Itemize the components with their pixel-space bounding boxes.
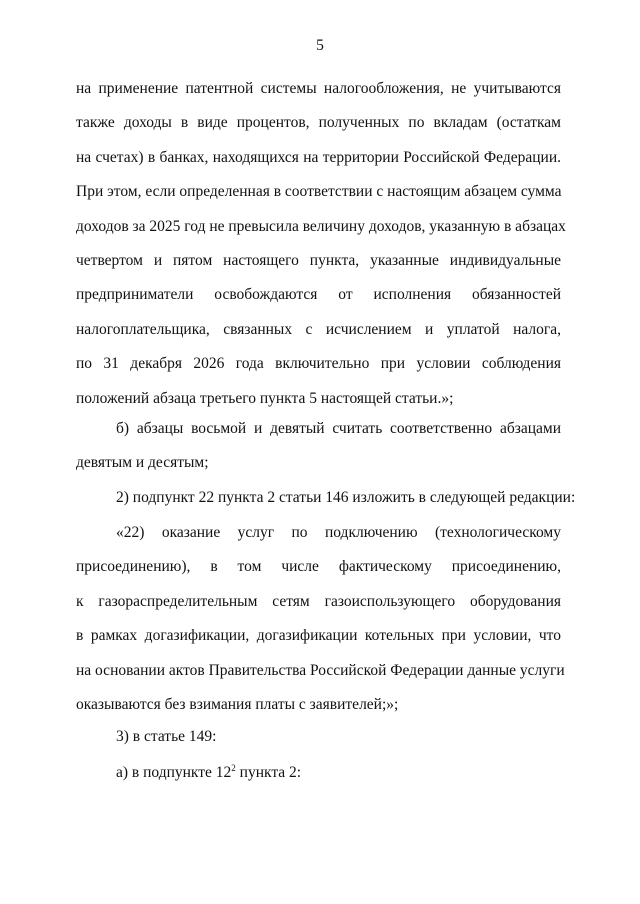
text-line: четвертом и пятом настоящего пункта, указанные индивидуальные	[76, 252, 561, 270]
text-line: на основании актов Правительства Российской Федерации данные услуги	[76, 661, 565, 679]
text-fragment: а) в подпункте 12	[116, 764, 232, 781]
paragraph-item-2	[76, 481, 576, 515]
text-line: оказываются без взимания платы с заявителей;»;	[76, 696, 399, 714]
text-line: 2) подпункт 22 пункта 2 статьи 146 изложить в следующей редакции:	[116, 489, 576, 506]
text-line: При этом, если определенная в соответствии с настоящим абзацем сумма	[76, 183, 562, 201]
paragraph-item-3	[76, 720, 561, 754]
text-line: доходов за 2025 год не превысила величину доходов, указанную в абзацах	[76, 217, 566, 235]
superscript: 2	[231, 762, 236, 773]
text-line: предприниматели освобождаются от исполнения обязанностей	[76, 286, 561, 304]
text-fragment: пункта 2:	[235, 764, 302, 781]
paragraph-item-b	[76, 412, 561, 481]
text-line: по 31 декабря 2026 года включительно при условии соблюдения	[76, 355, 561, 373]
text-line: на применение патентной системы налогообложения, не учитываются	[76, 80, 561, 97]
page-number: 5	[316, 37, 324, 54]
text-line: также доходы в виде процентов, полученных по вкладам (остаткам	[76, 114, 561, 132]
paragraph-item-a	[76, 756, 561, 790]
text-line: на счетах) в банках, находящихся на территории Российской Федерации.	[76, 148, 561, 166]
text-line	[76, 756, 561, 790]
text-line: б) абзацы восьмой и девятый считать соответственно абзацами	[116, 420, 561, 437]
text-line: присоединению), в том числе фактическому присоединению,	[76, 558, 561, 576]
text-line: налогоплательщика, связанных с исчислением и уплатой налога,	[76, 320, 561, 338]
text-line: девятым и десятым;	[76, 454, 209, 472]
text-line: к газораспределительным сетям газоиспользующего оборудования	[76, 592, 561, 610]
text-line: 3) в статье 149:	[116, 728, 217, 745]
paragraph-quote-22	[76, 516, 565, 722]
paragraph-continuation	[76, 72, 566, 416]
text-line: в рамках догазификации, догазификации котельных при условии, что	[76, 627, 561, 645]
text-line: «22) оказание услуг по подключению (технологическому	[116, 524, 561, 541]
text-line: положений абзаца третьего пункта 5 настоящей статьи.»;	[76, 389, 454, 407]
